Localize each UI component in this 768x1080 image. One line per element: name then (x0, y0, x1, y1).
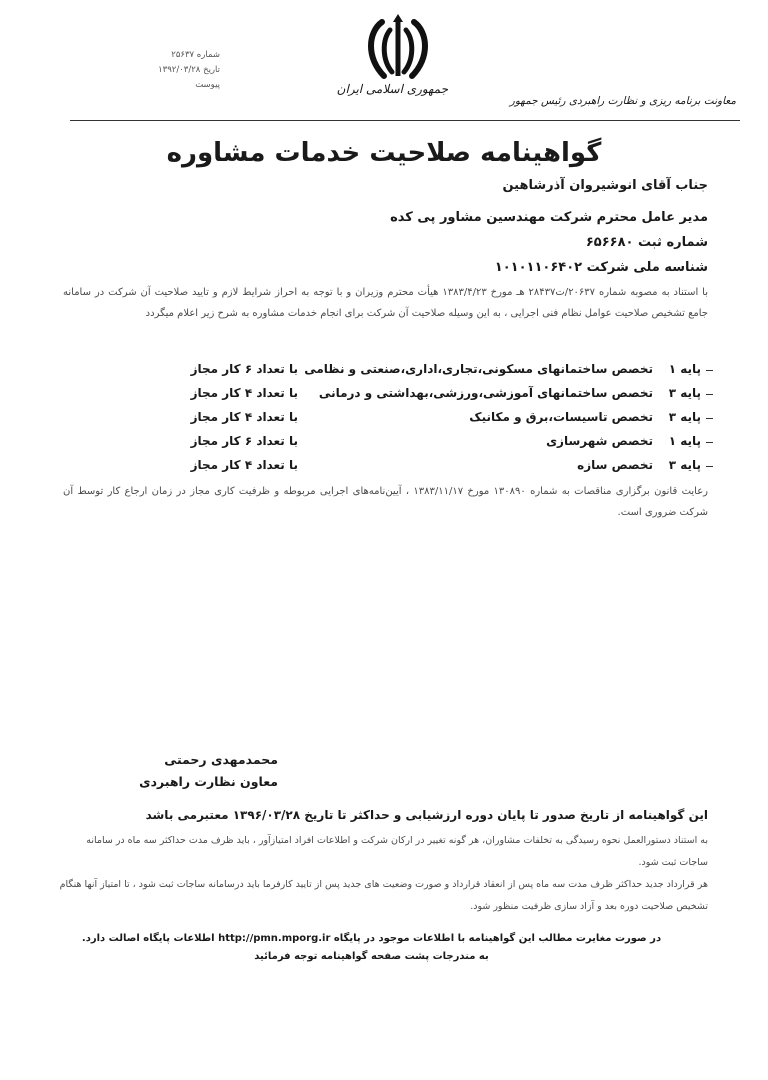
bullet-dash (706, 394, 713, 395)
specialty-row (113, 386, 713, 408)
specialty-grade: پایه ۳ (668, 386, 701, 400)
bullet-dash (706, 442, 713, 443)
reference-attachment: پیوست (195, 80, 220, 90)
validity-statement: این گواهینامه از تاریخ صدور تا پایان دوره ارزشیابی و حداکثر تا تاریخ ۱۳۹۶/۰۳/۲۸ معتبرمی باشد (145, 808, 708, 822)
specialty-row (113, 362, 713, 384)
header-divider (70, 120, 740, 121)
specialty-row (113, 410, 713, 432)
specialty-grade: پایه ۱ (668, 434, 701, 448)
compliance-paragraph: رعایت قانون برگزاری مناقصات به شماره ۱۳۰۸۹۰ مورخ ۱۳۸۳/۱۱/۱۷ ، آیین‌نامه‌های اجرایی مربوطه و ظرفیت کاری مجاز در زمان ارجاع کار توسط آن شرکت ضروری است. (63, 486, 709, 518)
specialty-label: تخصص ساختمانهای آموزشی،ورزشی،بهداشتی و درمانی (318, 386, 653, 400)
footer-disclaimer: در صورت مغایرت مطالب این گواهینامه با اطلاعات موجود در پایگاه http://pmn.mporg.ir اطلاعات پایگاه اصالت دارد. (81, 933, 662, 944)
reference-block (110, 48, 220, 93)
addressee-position: مدیر عامل محترم شرکت مهندسین مشاور پی کده (390, 210, 708, 225)
department-name: معاونت برنامه ریزی و نظارت راهبردی رئیس جمهور (509, 95, 736, 107)
specialty-count: با تعداد ۶ کار مجاز (190, 362, 298, 376)
specialty-grade: پایه ۳ (668, 410, 701, 424)
bullet-dash (706, 370, 713, 371)
specialty-row (113, 458, 713, 480)
footer-reminder: به مندرجات پشت صفحه گواهینامه توجه فرمائید (254, 951, 489, 962)
iran-emblem-icon (360, 14, 436, 82)
note-paragraph: به استناد دستورالعمل نحوه رسیدگی به تخلفات مشاوران، هر گونه تغییر در ارکان شرکت و اطلاعات افراد امتیازآور ، باید ظرف مدت حداکثر سه ماه در سامانه ساجات ثبت شود. (86, 835, 708, 868)
intro-paragraph: با استناد به مصوبه شماره ۲۰۶۳۷/ت۲۸۴۳۷ هـ مورخ ۱۳۸۳/۴/۲۳ هیأت محترم وزیران و با توجه به احراز شرایط لازم و تایید صلاحیت آن شرکت در سامانه جامع تشخیص صلاحیت عوامل نظام فنی اجرایی ، به این وسیله صلاحیت آن شرکت برای انجام خدمات مشاوره به شرح زیر اعلام میگردد (63, 287, 708, 319)
specialty-label: تخصص ساختمانهای مسکونی،تجاری،اداری،صنعتی و نظامی (304, 362, 653, 376)
specialty-label: تخصص تاسیسات،برق و مکانیک (469, 410, 653, 424)
signatory-name: محمدمهدی رحمتی (164, 752, 278, 767)
note-paragraph: هر قرارداد جدید حداکثر ظرف مدت سه ماه پس از انعقاد قرارداد و صورت وضعیت های جدید پس از تایید کارفرما باید درسامانه ساجات ثبت شود ، تا امتیاز آنها هنگام تشخیص صلاحیت دوره بعد و آزاد سازی ظرفیت منظور شود. (59, 879, 708, 912)
specialty-label: تخصص سازه (577, 458, 653, 472)
addressee-name: جناب آقای انوشیروان آذرشاهین (502, 178, 708, 193)
reference-date: تاریخ ۱۳۹۲/۰۳/۲۸ (158, 65, 220, 75)
bullet-dash (706, 418, 713, 419)
certificate-title: گواهینامه صلاحیت خدمات مشاوره (166, 138, 602, 168)
national-id: شناسه ملی شرکت ۱۰۱۰۱۱۰۶۴۰۲ (494, 260, 708, 275)
emblem (336, 14, 448, 96)
reference-number: شماره ۲۵۶۳۷ (171, 50, 220, 60)
specialty-count: با تعداد ۴ کار مجاز (190, 386, 298, 400)
specialty-grade: پایه ۱ (668, 362, 701, 376)
emblem-caption: جمهوری اسلامی ایران (336, 82, 448, 96)
specialty-label: تخصص شهرسازی (546, 434, 653, 448)
specialty-count: با تعداد ۴ کار مجاز (190, 410, 298, 424)
specialty-grade: پایه ۳ (668, 458, 701, 472)
specialty-count: با تعداد ۶ کار مجاز (190, 434, 298, 448)
signatory-title: معاون نظارت راهبردی (139, 774, 278, 789)
registration-number: شماره ثبت ۶۵۶۶۸۰ (585, 235, 708, 250)
specialty-row (113, 434, 713, 456)
bullet-dash (706, 466, 713, 467)
specialty-count: با تعداد ۴ کار مجاز (190, 458, 298, 472)
